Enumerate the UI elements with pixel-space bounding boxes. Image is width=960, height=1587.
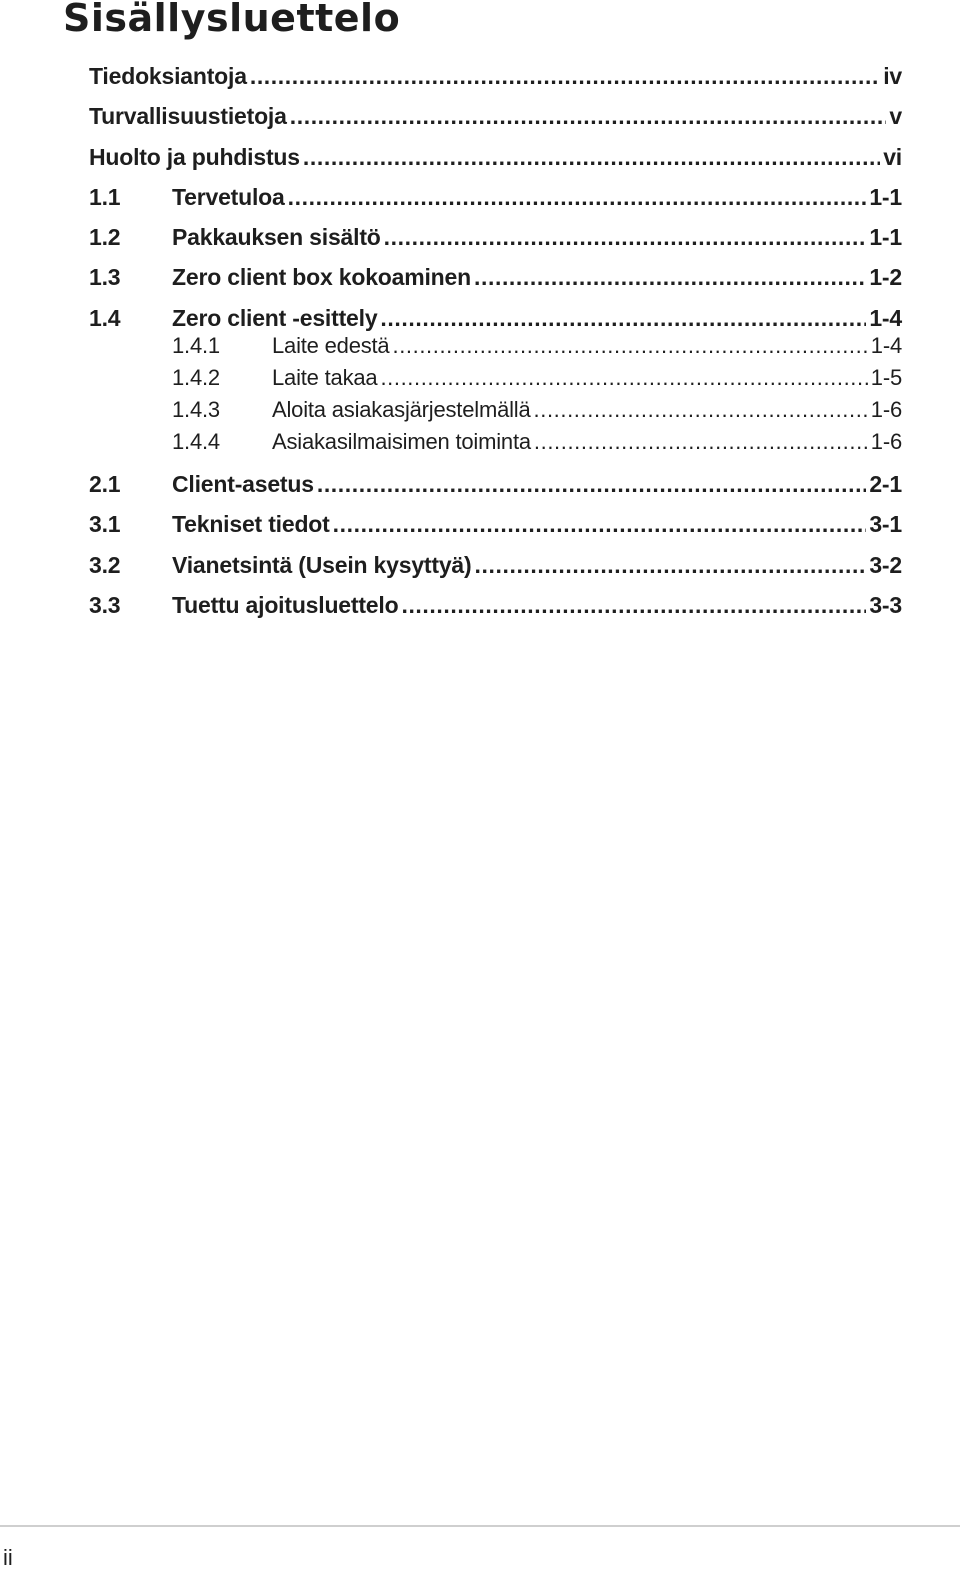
toc-entry-page: 3-3: [869, 591, 902, 618]
toc-entry-page: 1-1: [869, 224, 902, 251]
toc-entry-page: iv: [883, 63, 902, 89]
dot-leader: [380, 362, 867, 394]
toc-entry-1-4-1[interactable]: [89, 330, 902, 362]
toc-entry-turvallisuustietoja[interactable]: [89, 96, 902, 136]
toc-entry-page: 1-5: [870, 365, 902, 391]
toc-entry-page: vi: [883, 143, 902, 170]
footer-divider: [0, 1525, 960, 1527]
toc-entry-1-1[interactable]: [89, 177, 902, 217]
toc-entry-page: 1-6: [870, 397, 902, 423]
toc-entry-3-1[interactable]: [89, 504, 902, 544]
dot-leader: [534, 394, 868, 426]
dot-leader: [303, 137, 880, 177]
toc-entry-number: 1.3: [89, 264, 121, 291]
toc-entry-1-4-3[interactable]: [89, 394, 902, 426]
dot-leader: [475, 545, 867, 585]
dot-leader: [474, 257, 866, 297]
toc-entry-page: 1-4: [869, 304, 902, 331]
toc-entry-title: Asiakasilmaisimen toiminta: [272, 429, 531, 455]
toc-entry-3-3[interactable]: [89, 585, 902, 625]
dot-leader: [290, 96, 887, 136]
toc-entry-title: Turvallisuustietoja: [89, 103, 287, 130]
toc-entry-page: 2-1: [869, 471, 902, 498]
dot-leader: [250, 56, 880, 96]
dot-leader: [401, 585, 866, 625]
toc-entry-title: Pakkauksen sisältö: [172, 224, 381, 251]
toc-entry-1-3[interactable]: [89, 257, 902, 297]
toc-entry-title: Aloita asiakasjärjestelmällä: [272, 397, 531, 423]
toc-entry-number: 3.3: [89, 591, 121, 618]
toc-entry-page: 1-2: [869, 264, 902, 291]
toc-entry-page: 1-6: [870, 429, 902, 455]
toc-entry-2-1[interactable]: [89, 464, 902, 504]
toc-entry-number: 2.1: [89, 471, 121, 498]
toc-entry-huolto-ja-puhdistus[interactable]: [89, 137, 902, 177]
toc-entry-number: 1.4.1: [172, 333, 220, 359]
toc-entry-3-2[interactable]: [89, 545, 902, 585]
toc-entry-title: Tiedoksiantoja: [89, 63, 247, 89]
toc-entry-number: 1.4.3: [172, 397, 220, 423]
dot-leader: [384, 217, 867, 257]
toc-entry-page: v: [889, 103, 902, 130]
toc-entry-title: Client-asetus: [172, 471, 314, 498]
toc-entry-page: 3-1: [869, 511, 902, 538]
dot-leader: [392, 330, 867, 362]
dot-leader: [317, 464, 867, 504]
toc-entry-number: 1.1: [89, 183, 121, 210]
toc-entry-1-4-2[interactable]: [89, 362, 902, 394]
toc-entry-number: 1.2: [89, 224, 121, 251]
toc-entry-title: Tekniset tiedot: [172, 511, 330, 538]
dot-leader: [288, 177, 867, 217]
page-number: ii: [3, 1545, 13, 1570]
table-of-contents: [89, 56, 902, 625]
toc-entry-number: 3.1: [89, 511, 121, 538]
toc-entry-title: Tervetuloa: [172, 183, 285, 210]
toc-entry-number: 3.2: [89, 551, 121, 578]
dot-leader: [534, 426, 868, 458]
toc-entry-title: Tuettu ajoitusluettelo: [172, 591, 399, 618]
toc-entry-number: 1.4.2: [172, 365, 220, 391]
toc-entry-1-2[interactable]: [89, 217, 902, 257]
toc-entry-number: 1.4: [89, 304, 121, 331]
toc-entry-title: Huolto ja puhdistus: [89, 143, 300, 170]
toc-entry-tiedoksiantoja[interactable]: [89, 56, 902, 96]
toc-entry-page: 1-1: [869, 183, 902, 210]
toc-entry-title: Laite edestä: [272, 333, 390, 359]
toc-entry-title: Vianetsintä (Usein kysyttyä): [172, 551, 472, 578]
toc-entry-number: 1.4.4: [172, 429, 220, 455]
dot-leader: [333, 504, 867, 544]
toc-entry-title: Zero client box kokoaminen: [172, 264, 471, 291]
toc-entry-page: 1-4: [870, 333, 902, 359]
page-title: Sisällysluettelo: [63, 0, 401, 40]
toc-entry-title: Zero client -esittely: [172, 304, 378, 331]
toc-entry-page: 3-2: [869, 551, 902, 578]
toc-entry-1-4-4[interactable]: [89, 426, 902, 458]
toc-entry-title: Laite takaa: [272, 365, 378, 391]
